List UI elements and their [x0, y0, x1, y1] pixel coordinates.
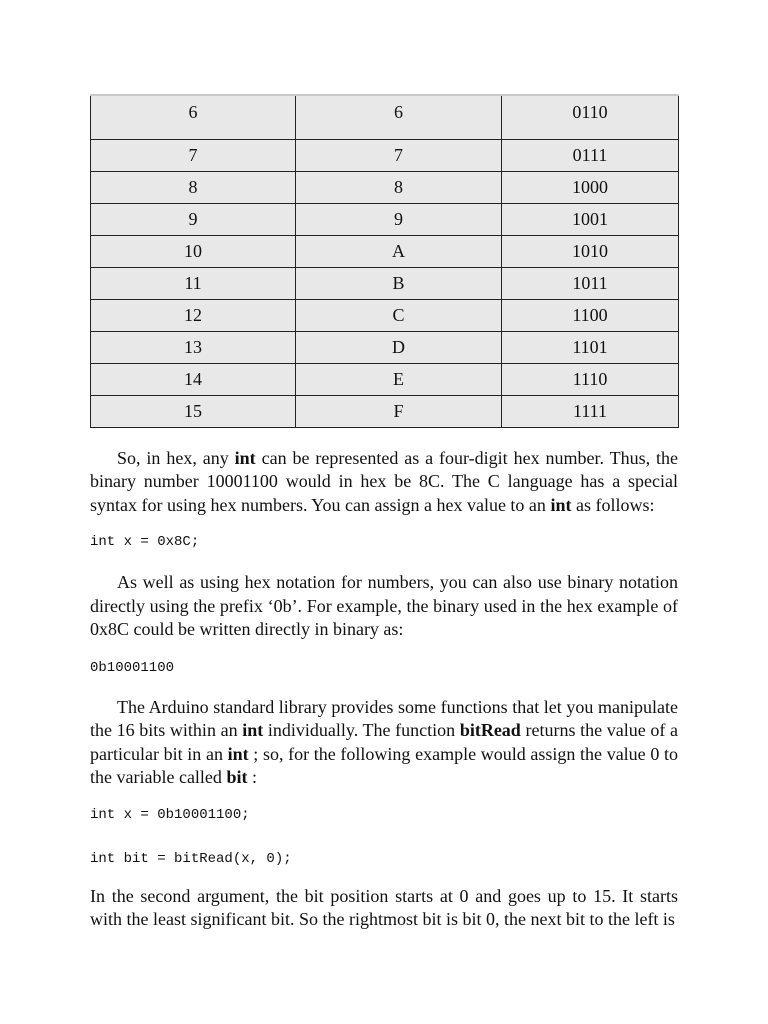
code-binary-literal: 0b10001100 — [90, 659, 175, 676]
binary-cell: 1000 — [502, 171, 679, 203]
keyword-bit: bit — [226, 767, 248, 787]
code-hex-assign: int x = 0x8C; — [90, 534, 200, 550]
keyword-bitread: bitRead — [459, 720, 521, 740]
hex-cell: 6 — [296, 95, 502, 139]
binary-cell: 1100 — [502, 299, 679, 331]
hex-cell: A — [296, 235, 502, 267]
text: So, in hex, any — [117, 447, 235, 468]
table-row — [91, 395, 679, 427]
paragraph-hex-int — [90, 447, 678, 518]
keyword-int: int — [242, 720, 264, 740]
binary-cell: 1111 — [502, 395, 679, 427]
hex-cell: D — [296, 331, 502, 363]
binary-cell: 1010 — [502, 235, 679, 267]
keyword-int: int — [550, 494, 572, 515]
decimal-cell: 10 — [91, 235, 296, 267]
text: : — [247, 767, 257, 787]
paragraph-binary-notation: As well as using hex notation for numbers, you can also use binary notation directly using the prefix ‘0b’. For example, the binary used in the hex example of 0x8C could be written directly in binary as: — [90, 572, 678, 639]
binary-cell: 0111 — [502, 139, 679, 171]
text: The Arduino standard library provides some functions that let you manipulate the 16 bits within an — [90, 696, 678, 740]
decimal-cell: 9 — [91, 203, 296, 235]
decimal-cell: 6 — [91, 95, 296, 139]
table-row — [91, 331, 679, 363]
paragraph-bitread — [90, 696, 678, 790]
table-row — [91, 363, 679, 395]
keyword-int: int — [234, 447, 256, 468]
hex-cell: F — [296, 395, 502, 427]
decimal-cell: 15 — [91, 395, 296, 427]
table-row — [91, 171, 679, 203]
hex-cell: C — [296, 299, 502, 331]
page-content — [90, 94, 678, 932]
text: ; so, for the following example would assign the value 0 to the variable called — [90, 743, 679, 787]
hex-cell: E — [296, 363, 502, 395]
code-bitread-call: int bit = bitRead(x, 0); — [90, 850, 292, 867]
hex-cell: 8 — [296, 171, 502, 203]
table-row — [91, 299, 679, 331]
table-row — [91, 267, 679, 299]
decimal-cell: 13 — [91, 331, 296, 363]
binary-cell: 1011 — [502, 267, 679, 299]
decimal-cell: 7 — [91, 139, 296, 171]
table-row — [91, 95, 679, 139]
table-row — [91, 139, 679, 171]
binary-cell: 1101 — [502, 331, 679, 363]
text: can be represented as a four-digit hex number. Thus, the binary number 10001100 would in hex be 8C. The C language has a special syntax for using hex numbers. You can assign a hex value to an — [90, 447, 678, 515]
hex-binary-table — [90, 94, 679, 428]
table-row — [91, 203, 679, 235]
text: individually. The function — [263, 720, 460, 740]
keyword-int: int — [227, 743, 249, 764]
hex-cell: 9 — [296, 203, 502, 235]
decimal-cell: 11 — [91, 267, 296, 299]
hex-cell: 7 — [296, 139, 502, 171]
table-row — [91, 235, 679, 267]
decimal-cell: 14 — [91, 363, 296, 395]
hex-cell: B — [296, 267, 502, 299]
code-binary-assign: int x = 0b10001100; — [90, 806, 250, 823]
decimal-cell: 8 — [91, 171, 296, 203]
paragraph-bit-position: In the second argument, the bit position starts at 0 and goes up to 15. It starts with the least significant bit. So the rightmost bit is bit 0, the next bit to the left is — [90, 885, 678, 929]
decimal-cell: 12 — [91, 299, 296, 331]
binary-cell: 1110 — [502, 363, 679, 395]
text: as follows: — [571, 494, 655, 515]
binary-cell: 0110 — [502, 95, 679, 139]
binary-cell: 1001 — [502, 203, 679, 235]
text: returns the value of a particular bit in an — [90, 720, 678, 764]
